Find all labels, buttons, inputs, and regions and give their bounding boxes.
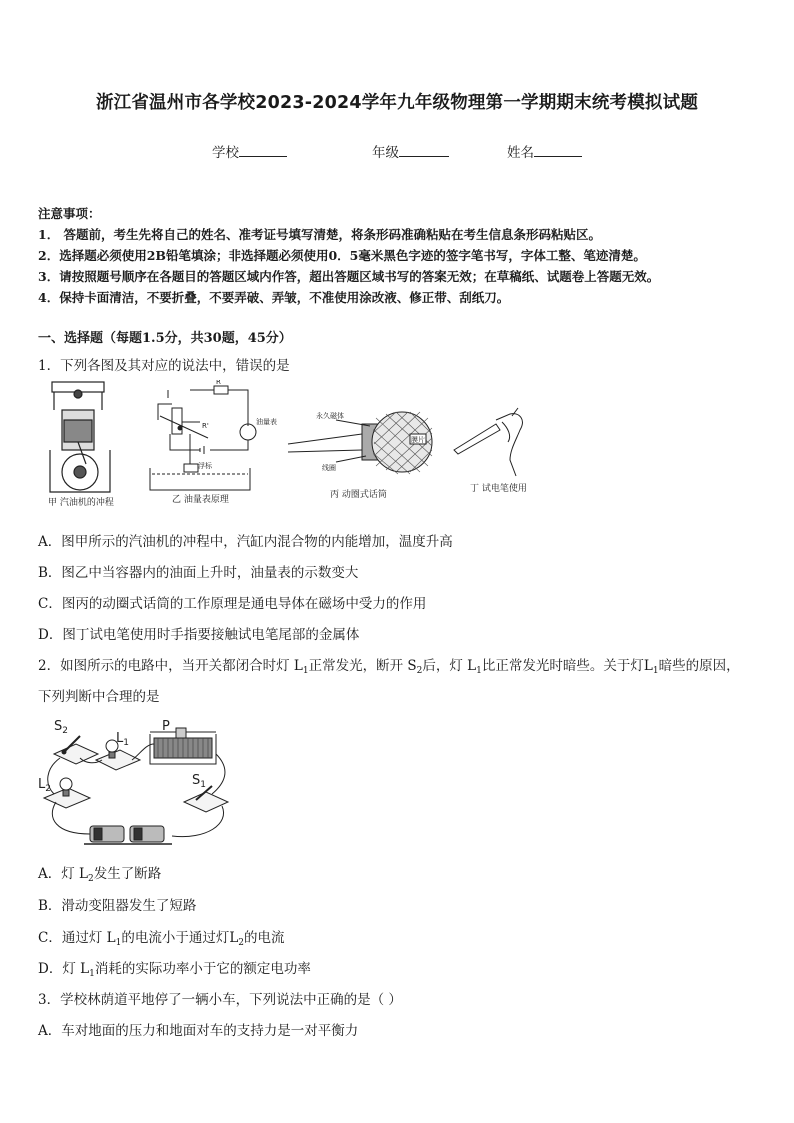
q1-figure — [40, 380, 540, 510]
subscript: 2 — [416, 666, 423, 676]
q1-option-d[interactable]: D．图丁试电笔使用时手指要接触试电笔尾部的金属体 — [38, 627, 360, 643]
label-l2 — [38, 777, 51, 794]
note-item: 3．请按照题号顺序在各题目的答题区域内作答，超出答题区域书写的答案无效；在草稿纸、试题卷上答题无效。 — [38, 269, 660, 284]
grade-blank[interactable] — [399, 142, 449, 157]
notes-heading: 注意事项： — [38, 206, 101, 221]
q2-option-b[interactable]: B．滑动变阻器发生了短路 — [38, 898, 197, 914]
q2-option-d[interactable] — [38, 957, 311, 979]
subscript: 1 — [115, 938, 122, 948]
option-text: 的电流 — [244, 930, 285, 946]
option-text: D．灯 L — [38, 961, 90, 977]
option-text: 消耗的实际功率小于它的额定电功率 — [94, 961, 311, 977]
label-magnet: 永久磁体 — [316, 412, 344, 420]
q2-stem — [38, 654, 740, 676]
subscript: 1 — [652, 666, 659, 676]
label-sub: 2 — [62, 726, 68, 736]
caption-jia: 甲 汽油机的冲程 — [48, 498, 114, 508]
q2-stem-part: 后，灯 L — [422, 658, 477, 674]
name-blank[interactable] — [534, 142, 582, 157]
fuel-gauge-diagram — [150, 386, 256, 490]
subscript: 1 — [89, 969, 95, 979]
q2-stem-part: 比正常发光时暗些。关于灯L — [481, 658, 653, 674]
subscript: 2 — [238, 938, 245, 948]
option-text: A．灯 L — [38, 866, 89, 882]
note-item: 1． 答题前，考生先将自己的姓名、准考证号填写清楚，将条形码准确粘贴在考生信息条形码粘贴区。 — [38, 227, 602, 242]
subscript: 1 — [302, 666, 309, 676]
subscript: 1 — [476, 666, 482, 676]
q1-option-c[interactable]: C．图丙的动圈式话筒的工作原理是通电导体在磁场中受力的作用 — [38, 596, 427, 612]
q3-option-a[interactable]: A．车对地面的压力和地面对车的支持力是一对平衡力 — [38, 1023, 359, 1039]
q2-stem-line2: 下列判断中合理的是 — [38, 689, 160, 705]
label-l-letter: L — [38, 777, 46, 792]
label-l-letter: L — [116, 731, 124, 746]
label-s-letter: S — [54, 719, 63, 734]
subscript: 2 — [88, 874, 94, 884]
school-label: 学校 — [212, 145, 239, 161]
caption-ding: 丁 试电笔使用 — [470, 484, 527, 494]
school-blank[interactable] — [239, 142, 287, 157]
q3-stem: 3．学校林荫道平地停了一辆小车，下列说法中正确的是（ ） — [38, 992, 402, 1008]
grade-field — [372, 141, 449, 161]
note-item: 4．保持卡面清洁，不要折叠，不要弄破、弄皱，不准使用涂改液、修正带、刮纸刀。 — [38, 290, 510, 305]
q2-stem-part: 正常发光，断开 S — [308, 658, 417, 674]
label-r: R — [216, 380, 221, 386]
q1-option-b[interactable]: B．图乙中当容器内的油面上升时，油量表的示数变大 — [38, 565, 359, 581]
grade-label: 年级 — [372, 145, 399, 161]
q2-stem-part: 暗些的原因， — [658, 658, 740, 674]
caption-bing: 丙 动圈式话筒 — [330, 490, 387, 500]
label-float: 浮标 — [198, 462, 212, 470]
label-rp: R' — [202, 422, 209, 430]
q1-option-a[interactable]: A．图甲所示的汽油机的冲程中，汽缸内混合物的内能增加，温度升高 — [38, 534, 453, 550]
label-s-letter: S — [192, 773, 201, 788]
q2-option-c[interactable] — [38, 926, 285, 948]
label-diaphragm: 膜片 — [411, 436, 425, 444]
option-text: 发生了断路 — [93, 866, 162, 882]
test-pen-diagram — [454, 408, 522, 476]
note-item: 2．选择题必须使用2B铅笔填涂；非选择题必须使用0．5毫米黑色字迹的签字笔书写，字体工整、笔迹清楚。 — [38, 248, 646, 263]
label-l1 — [116, 731, 129, 748]
name-label: 姓名 — [507, 145, 534, 161]
label-s1 — [192, 773, 206, 790]
label-sub: 2 — [45, 784, 51, 794]
school-field — [212, 141, 287, 161]
label-p: P — [162, 719, 170, 734]
q2-option-a[interactable] — [38, 862, 161, 884]
engine-diagram — [50, 382, 110, 492]
notes-block — [38, 203, 659, 308]
caption-yi: 乙 油量表原理 — [172, 495, 229, 505]
label-sub: 1 — [123, 738, 129, 748]
label-sub: 1 — [200, 780, 206, 790]
q1-stem: 1．下列各图及其对应的说法中，错误的是 — [38, 358, 290, 374]
exam-title: 浙江省温州市各学校2023-2024学年九年级物理第一学期期末统考模拟试题 — [95, 93, 699, 113]
option-text: 的电流小于通过灯L — [121, 930, 239, 946]
option-text: C．通过灯 L — [38, 930, 116, 946]
q2-circuit-figure — [36, 714, 236, 854]
label-s2 — [54, 719, 68, 736]
label-fuel-gauge: 油量表 — [256, 418, 277, 426]
q2-stem-part: 2．如图所示的电路中，当开关都闭合时灯 L — [38, 658, 303, 674]
section-heading: 一、选择题（每题1.5分，共30题，45分） — [38, 331, 292, 346]
label-coil: 线圈 — [322, 464, 336, 472]
name-field — [507, 141, 582, 161]
